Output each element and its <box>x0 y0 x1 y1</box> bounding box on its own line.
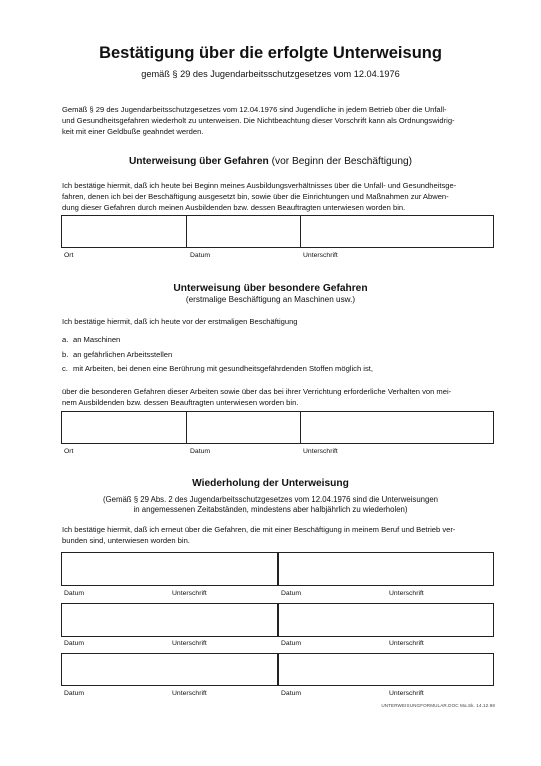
section2-item <box>62 350 172 359</box>
repetition-box-1-left <box>61 552 278 586</box>
section1-line: dung dieser Gefahren durch meinen Ausbildenden bzw. dessen Beauftragten unterwiesen worden bin. <box>62 203 406 212</box>
section2-line: nem Ausbildenden bzw. dessen Beauftragten unterwiesen worden bin. <box>62 398 299 407</box>
section3-line: Ich bestätige hiermit, daß ich erneut über die Gefahren, die mit einer Beschäftigung in meinem Beruf und Betrieb ver- <box>62 525 456 534</box>
ort-label: Ort <box>64 252 74 259</box>
section2-paragraph <box>62 386 494 408</box>
ort-cell-divider <box>186 216 187 247</box>
section2-intro: Ich bestätige hiermit, daß ich heute vor der erstmaligen Beschäftigung <box>62 317 298 326</box>
item-letter: c. <box>62 364 68 373</box>
intro-paragraph <box>62 104 494 137</box>
section1-signature-box <box>61 215 494 248</box>
datum-label: Datum <box>64 590 85 597</box>
section1-heading <box>0 156 541 167</box>
section1-line: Ich bestätige hiermit, daß ich heute bei Beginn meines Ausbildungsverhältnisses über die Unfall- und Gesundheitsge- <box>62 181 457 190</box>
intro-line: Gemäß § 29 des Jugendarbeitsschutzgesetzes vom 12.04.1976 sind Jugendliche in jedem Betrieb über die Unfall- <box>62 105 447 114</box>
repetition-box-2-left <box>61 603 278 637</box>
section2-heading: Unterweisung über besondere Gefahren <box>173 283 368 294</box>
unterschrift-label: Unterschrift <box>172 640 207 647</box>
section2-subheading: (erstmalige Beschäftigung an Maschinen usw.) <box>185 295 356 304</box>
unterschrift-label: Unterschrift <box>303 252 338 259</box>
item-text: an gefährlichen Arbeitsstellen <box>73 350 173 359</box>
section3-subheading-line: (Gemäß § 29 Abs. 2 des Jugendarbeitsschutzgesetzes vom 12.04.1976 sind die Unterweisungen <box>102 495 439 504</box>
section1-heading-bold: Unterweisung über Gefahren <box>128 156 269 167</box>
unterschrift-label: Unterschrift <box>303 448 338 455</box>
repetition-box-1-right <box>278 552 494 586</box>
unterschrift-label: Unterschrift <box>172 690 207 697</box>
ort-label: Ort <box>64 448 74 455</box>
section2-item <box>62 335 120 344</box>
section2-line: über die besonderen Gefahren dieser Arbeiten sowie über das bei ihrer Verrichtung erforderliche Verhalten von mei- <box>62 387 452 396</box>
unterschrift-label: Unterschrift <box>389 590 424 597</box>
intro-line: und Gesundheitsgefahren wiederholt zu unterweisen. Die Nichtbeachtung dieser Vorschrift kann als Ordnungswidrig- <box>62 116 455 125</box>
item-text: mit Arbeiten, bei denen eine Berührung mit gesundheitsgefährdenden Stoffen möglich ist, <box>73 364 374 373</box>
section1-heading-rest: (vor Beginn der Beschäftigung) <box>268 156 413 167</box>
document-footer: UNTERWEISUNGFORMULAR.DOC Ma.Sk. 14.12.98 <box>381 703 495 708</box>
intro-line: keit mit einer Geldbuße geahndet werden. <box>62 127 204 136</box>
unterschrift-label: Unterschrift <box>389 640 424 647</box>
item-letter: b. <box>62 350 69 359</box>
section1-paragraph <box>62 180 494 213</box>
section3-subheading-line: in angemessenen Zeitabständen, mindestens aber halbjährlich zu wiederholen) <box>133 505 408 514</box>
section2-signature-box <box>61 411 494 444</box>
datum-label: Datum <box>281 590 302 597</box>
item-text: an Maschinen <box>73 335 121 344</box>
datum-cell-divider <box>300 216 301 247</box>
ort-cell-divider <box>186 412 187 443</box>
datum-label: Datum <box>190 448 211 455</box>
section3-heading: Wiederholung der Unterweisung <box>192 478 349 489</box>
section2-item <box>62 364 373 373</box>
repetition-box-3-left <box>61 653 278 686</box>
section1-line: fahren, denen ich bei der Beschäftigung ausgesetzt bin, sowie über die Einrichtungen und Maßnahmen zur Abwen- <box>62 192 449 201</box>
datum-cell-divider <box>300 412 301 443</box>
datum-label: Datum <box>190 252 211 259</box>
section3-paragraph <box>62 524 494 546</box>
page-subtitle: gemäß § 29 des Jugendarbeitsschutzgesetzes vom 12.04.1976 <box>141 69 400 79</box>
unterschrift-label: Unterschrift <box>389 690 424 697</box>
datum-label: Datum <box>281 640 302 647</box>
item-letter: a. <box>62 335 69 344</box>
datum-label: Datum <box>64 640 85 647</box>
page-title: Bestätigung über die erfolgte Unterweisung <box>99 44 442 62</box>
repetition-box-3-right <box>278 653 494 686</box>
repetition-box-2-right <box>278 603 494 637</box>
datum-label: Datum <box>281 690 302 697</box>
section3-line: bunden sind, unterwiesen worden bin. <box>62 536 190 545</box>
datum-label: Datum <box>64 690 85 697</box>
unterschrift-label: Unterschrift <box>172 590 207 597</box>
